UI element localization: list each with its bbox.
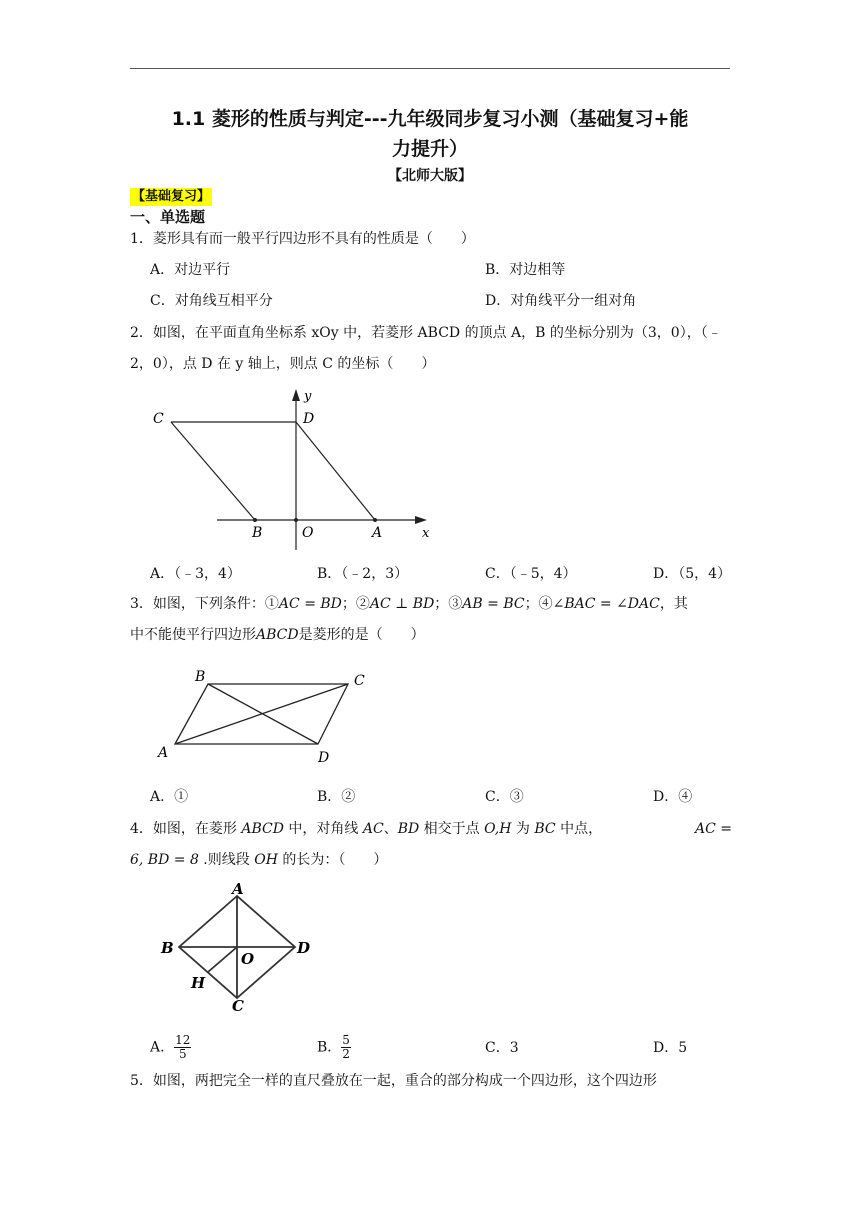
document-title-line1: 1.1 菱形的性质与判定---九年级同步复习小测（基础复习+能 (171, 108, 689, 130)
segment-OH (208, 947, 237, 972)
label-O: O (241, 950, 255, 968)
q2-option-a: A．（﹣3，4） (150, 566, 241, 582)
segment-CB (171, 422, 255, 520)
segment-DA (296, 422, 375, 520)
label-B: B (161, 939, 174, 957)
q3-option-d: D．④ (653, 789, 693, 805)
q4-option-a: A． $\frac{12}{5}$ (150, 1033, 191, 1061)
q1-option-d: D．对角线平分一组对角 (485, 293, 637, 309)
point-B (253, 518, 257, 522)
q2-figure (145, 385, 445, 555)
point-A (373, 518, 377, 522)
q1-option-c: C．对角线互相平分 (150, 293, 273, 309)
q3-option-b: B．② (317, 789, 356, 805)
label-C: C (153, 411, 164, 427)
q4-stem: 4．如图，在菱形 ABCD 中，对角线 AC、BD 相交于点 O,H 为 BC 中点， AC = 6, BD = 8 .则线段 OH 的长为：（ ） (130, 821, 732, 868)
document-title-line2: 力提升） (391, 138, 468, 160)
label-O: O (302, 525, 314, 541)
label-A: A (232, 880, 244, 898)
section-heading: 一、单选题 (130, 208, 206, 226)
x-axis-arrow (415, 516, 427, 524)
label-D: D (303, 411, 315, 427)
q3-stem: 3．如图，下列条件：①AC = BD；②AC ⊥ BD；③AB = BC；④∠BAC = ∠DAC，其 中不能使平行四边形ABCD是菱形的是（ ） (130, 596, 688, 643)
q4-figure (155, 880, 330, 1015)
q3-condition-3: AB = BC (462, 596, 525, 612)
label-D: D (297, 939, 311, 957)
q1-option-a: A．对边平行 (150, 262, 231, 278)
q2-option-b: B．（﹣2，3） (317, 566, 409, 582)
q3-condition-2: AC ⊥ BD (369, 596, 435, 612)
q4-option-d: D．5 (653, 1040, 688, 1056)
label-B: B (195, 669, 206, 685)
label-H: H (191, 974, 206, 992)
q3-option-a: A．① (150, 789, 189, 805)
label-B: B (252, 525, 263, 541)
q4-option-c: C．3 (485, 1040, 519, 1056)
point-O (294, 518, 298, 522)
q3-option-c: C．③ (485, 789, 524, 805)
q2-stem: 2．如图，在平面直角坐标系 xOy 中，若菱形 ABCD 的顶点 A，B 的坐标分别为（3，0），（﹣2，0），点 D 在 y 轴上，则点 C 的坐标（ ） (130, 325, 722, 372)
q1-stem: 1．菱形具有而一般平行四边形不具有的性质是（ ） (130, 231, 475, 247)
label-A: A (372, 525, 383, 541)
label-A: A (158, 745, 169, 761)
section-tag: 【基础复习】 (132, 189, 211, 204)
header-rule (130, 68, 730, 69)
edition-label: 【北师大版】 (388, 168, 472, 184)
q1-option-b: B．对边相等 (485, 262, 566, 278)
label-C: C (232, 997, 244, 1015)
label-y: y (304, 389, 312, 404)
q2-option-c: C．（﹣5，4） (485, 566, 577, 582)
diagonal-BD (208, 684, 318, 744)
label-x: x (422, 526, 430, 541)
q3-condition-1: AC = BD (278, 596, 342, 612)
q3-condition-4: ∠BAC = ∠DAC (552, 596, 660, 612)
q4-option-b: B． $\frac{5}{2}$ (317, 1033, 350, 1061)
label-D: D (318, 750, 330, 766)
q2-option-d: D．（5，4） (653, 566, 732, 582)
label-C: C (354, 673, 365, 689)
q5-stem: 5．如图，两把完全一样的直尺叠放在一起，重合的部分构成一个四边形，这个四边形 (130, 1073, 657, 1089)
y-axis-arrow (292, 389, 300, 401)
q3-figure (152, 665, 382, 770)
